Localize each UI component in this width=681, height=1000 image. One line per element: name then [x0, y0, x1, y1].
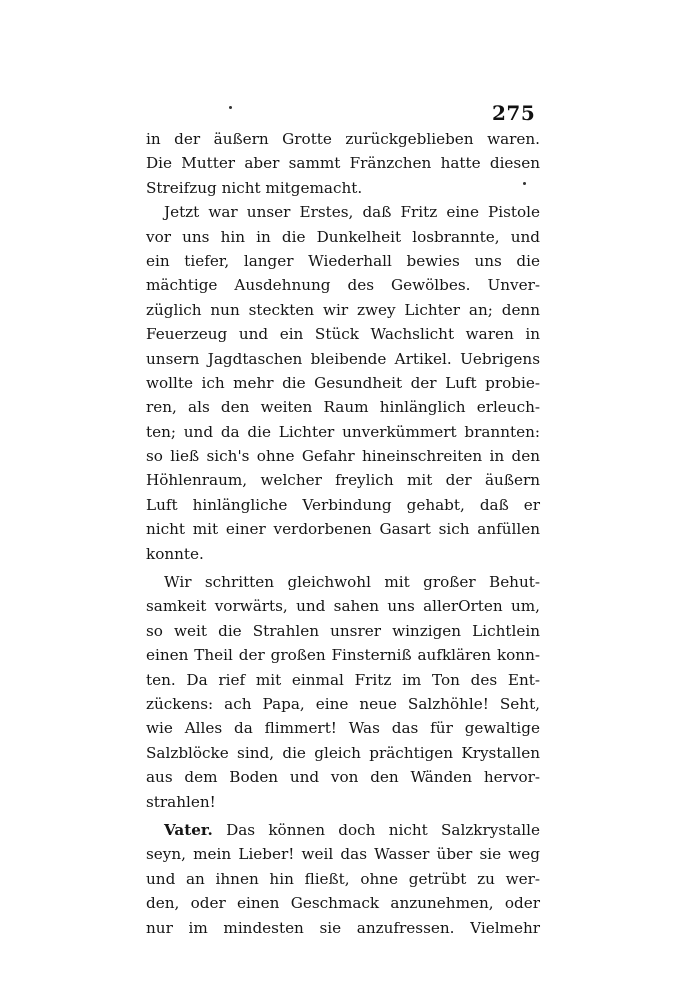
text-line: nur im mindesten sie anzufressen. Vielmehr — [146, 918, 540, 937]
text-line: Die Mutter aber sammt Fränzchen hatte diesen — [146, 154, 540, 173]
text-line: strahlen! — [146, 792, 216, 811]
text-line: Wir schritten gleichwohl mit großer Behut- — [164, 573, 540, 592]
text-line: aus dem Boden und von den Wänden hervor- — [146, 768, 540, 787]
dialogue-line — [146, 818, 540, 842]
body-text — [146, 127, 540, 940]
text-line: unsern Jagdtaschen bleibende Artikel. Uebrigens — [146, 349, 540, 368]
text-line: in der äußern Grotte zurückgeblieben waren. — [146, 130, 540, 148]
text-line: den, oder einen Geschmack anzunehmen, oder — [146, 894, 540, 913]
text-line: konnte. — [146, 544, 204, 563]
text-line: vor uns hin in die Dunkelheit losbrannte, und — [146, 227, 540, 246]
text-line: so ließ sich's ohne Gefahr hineinschreiten in den — [146, 447, 540, 466]
text-line: nicht mit einer verdorbenen Gasart sich anfüllen — [146, 520, 540, 539]
text-line: mächtige Ausdehnung des Gewölbes. Unver- — [146, 276, 540, 295]
text-line: Streifzug nicht mitgemacht. — [146, 178, 363, 197]
dialogue-text: Das können doch nicht Salzkrystalle — [226, 820, 541, 839]
text-line: Luft hinlängliche Verbindung gehabt, daß er — [146, 495, 540, 514]
text-line: und an ihnen hin fließt, ohne getrübt zu wer- — [146, 869, 540, 888]
paper-speck — [229, 106, 232, 109]
text-line: ein tiefer, langer Wiederhall bewies uns die — [146, 251, 540, 270]
text-line: einen Theil der großen Finsterniß aufklären konn- — [146, 646, 540, 665]
text-line: Höhlenraum, welcher freylich mit der äußern — [146, 471, 540, 490]
speaker-label: Vater. — [164, 820, 213, 839]
text-line: zückens: ach Papa, eine neue Salzhöhle! Seht, — [146, 694, 540, 713]
text-line: ten; und da die Lichter unverkümmert brannten: — [146, 422, 540, 441]
text-line: Jetzt war unser Erstes, daß Fritz eine Pistole — [164, 203, 540, 222]
text-line: samkeit vorwärts, und sahen uns allerOrten um, — [146, 597, 540, 616]
text-line: wollte ich mehr die Gesundheit der Luft probie- — [146, 373, 540, 392]
text-line: seyn, mein Lieber! weil das Wasser über sie weg — [146, 845, 540, 864]
text-line: Salzblöcke sind, die gleich prächtigen Krystallen — [146, 743, 540, 762]
text-line: ten. Da rief mit einmal Fritz im Ton des Ent- — [146, 670, 540, 689]
text-line: Feuerzeug und ein Stück Wachslicht waren in — [146, 325, 540, 344]
text-line: so weit die Strahlen unsrer winzigen Lichtlein — [146, 621, 540, 640]
text-line: wie Alles da flimmert! Was das für gewaltige — [146, 719, 540, 738]
text-line: ren, als den weiten Raum hinlänglich erleuch- — [146, 398, 540, 417]
text-line: züglich nun steckten wir zwey Lichter an; denn — [146, 300, 540, 319]
page-number: 275 — [492, 101, 536, 125]
